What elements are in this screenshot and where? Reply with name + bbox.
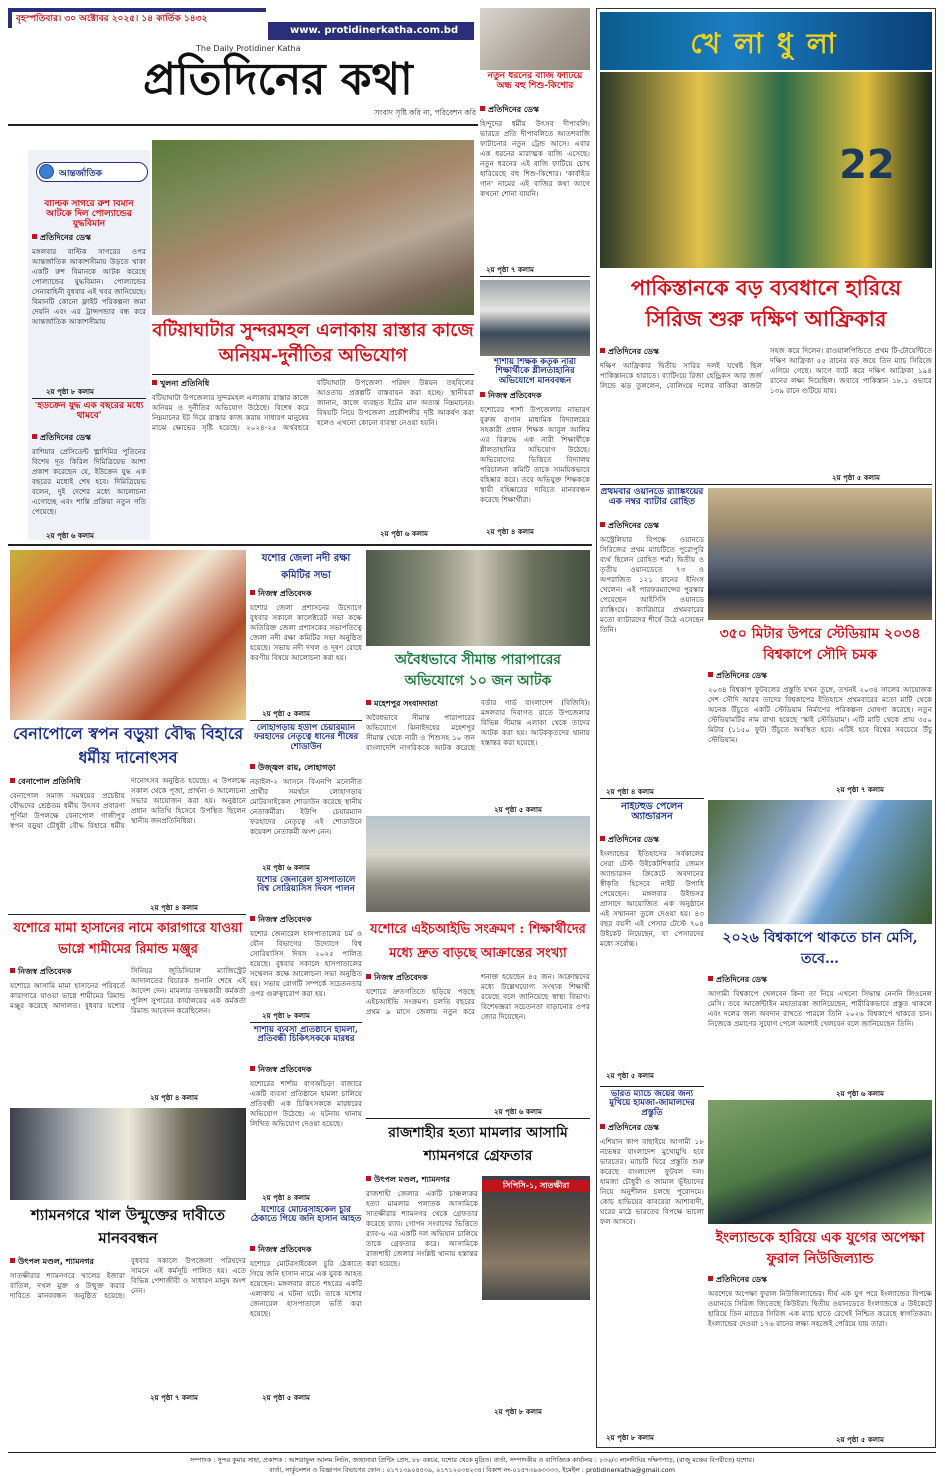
benapole-continue[interactable]: ২য় পৃষ্ঠা ৪ কলাম bbox=[150, 904, 198, 912]
psoriasis-headline[interactable]: যশোর জেনারেল হাসপাতালে বিশ্ব সোরিয়াসিস দিবস পালন bbox=[256, 876, 356, 895]
masthead-logo: প্রতিদিনের কথা bbox=[143, 54, 413, 105]
sharsha-attack-continue[interactable]: ২য় পৃষ্ঠা ৪ কলাম bbox=[262, 1194, 310, 1202]
sports-banner-title: খেলাধুলা bbox=[690, 27, 850, 60]
border-detainees-photo bbox=[366, 550, 590, 646]
sky-stadium-photo bbox=[708, 488, 932, 620]
lead-continue[interactable]: ২য় পৃষ্ঠা ৬ কলাম bbox=[380, 530, 428, 538]
psoriasis-story: নিজস্ব প্রতিবেদক যশোর জেনারেল হাসপাতালের চর্ম ও যৌন বিভাগের উদ্যোগে বিশ্ব সোরিয়াসিস দিবস ২০২৫ পালিত হয়েছে। বুধবার সকালে হাসপাতালের সম্মেলন কক্ষে আলোচনা সভা অনুষ্ঠিত হয়। সভায় রোগটি সম্পর্কে সচেতনতার ওপর গুরুত্বারোপ করা হয়। bbox=[250, 915, 362, 998]
border-continue[interactable]: ২য় পৃষ্ঠা ৫ কলাম bbox=[494, 806, 542, 814]
shyamnagar-story: উৎপল মণ্ডল, শ্যামনগর সাতক্ষীরার শ্যামনগরে খালের ইজারা বাতিল, দখল মুক্ত ও উন্মুক্ত করার দাবিতে মানববন্ধন অনুষ্ঠিত হয়েছে। বুধবার সকালে উপজেলা পরিষদের সামনে এই কর্মসূচি পালিত হয়। এতে বিভিন্ন পেশাজীবী ও সাধারণ মানুষ অংশ নেন। bbox=[10, 1256, 246, 1300]
lohagara-headline[interactable]: লোহাগড়ায় ইউপি চেয়ারম্যান ফরহাদের নেতৃত্বে ধানের শীষের শোডাউন bbox=[253, 724, 359, 752]
hiv-headline[interactable]: যশোরে এইচআইভি সংক্রমণ : শিক্ষার্থীদের মধ্যে দ্রুত বাড়ছে আক্রান্তের সংখ্যা bbox=[370, 922, 586, 961]
sports-story-7: প্রতিদিনের ডেস্ক অবশেষে অপেক্ষা ফুরাল নিউজিল্যান্ডের। দীর্ঘ এক যুগ পরে ইংল্যান্ডের বিপক্ষে ওয়ানডে সিরিজ জিতেছে কিউইরা। দ্বিতীয় ওয়ানডেতে ইংল্যান্ডকে ৫ উইকেটে হারিয়ে তিন ম্যাচের সিরিজ এক ম্যাচ হাতে রেখেই নিশ্চিত করেছে স্বাগতিকরা। ইংল্যান্ডের দেওয়া ১৭৬ রানের লক্ষ্য সহজেই পেরিয়ে যায় তারা। bbox=[708, 1275, 932, 1328]
sports-continue-2[interactable]: ২য় পৃষ্ঠা ৪ কলাম bbox=[606, 788, 654, 796]
hiv-story: নিজস্ব প্রতিবেদক যশোরে দ্রুতগতিতে ছড়িয়ে পড়ছে এইচআইভি সংক্রমণ। চলতি বছরের প্রথম ৯ মাসে জেলায় নতুন করে শনাক্ত হয়েছেন ৪৫ জন। আক্রান্তদের মধ্যে উল্লেখযোগ্য সংখ্যক শিক্ষার্থী রয়েছে বলে জানিয়েছে স্বাস্থ্য বিভাগ। বিশেষজ্ঞরা সচেতনতা বাড়ানোর ওপর জোর দিয়েছেন। bbox=[366, 972, 590, 1021]
border-headline[interactable]: অবৈধভাবে সীমান্ত পারাপারের অভিযোগে ১০ জন আটক bbox=[395, 652, 561, 689]
lead-headline[interactable]: বটিয়াঘাটার সুন্দরমহল এলাকায় রাস্তার কাজে অনিয়ম-দুর্নীতির অভিযোগ bbox=[152, 320, 474, 366]
website-bar[interactable]: www. protidinerkatha.com.bd bbox=[268, 22, 474, 40]
jessore-river-headline[interactable]: যশোর জেলা নদী রক্ষা কমিটির সভা bbox=[261, 553, 351, 581]
sports-continue-6[interactable]: ২য় পৃষ্ঠা ৮ কলাম bbox=[606, 1434, 654, 1442]
arrestee-photo bbox=[482, 1176, 590, 1300]
jessore-river-continue[interactable]: ২য় পৃষ্ঠা ৫ কলাম bbox=[262, 710, 310, 718]
sports-continue-5[interactable]: ২য় পৃষ্ঠা ৬ কলাম bbox=[836, 1090, 884, 1098]
lohagara-story: উজ্জ্বল রায়, লোহাগড়া নড়াইল-২ আসনে বিএনপি মনোনীত প্রার্থীর সমর্থনে লোহাগড়ায় মোটরসাইকেল শোডাউন করেছে স্থানীয় নেতাকর্মীরা। ইউপি চেয়ারম্যান ফরহাদের নেতৃত্বে এই শোডাউনে কয়েকশ নেতাকর্মী অংশ নেন। bbox=[250, 763, 362, 836]
fireworks-injury-photo bbox=[480, 8, 590, 70]
shyamnagar-continue[interactable]: ২য় পৃষ্ঠা ৭ কলাম bbox=[150, 1394, 198, 1402]
fireworks-story: প্রতিদিনের ডেস্ক হিন্দুদের ধর্মীয় উৎসব দীপাবলি। ভারতে প্রতি দীপাবলিতে আতশবাজি ফাটানোর নতুন ট্রেন্ড আসে। এবার এক ধরনের মারাত্মক বাজি এসেছে। নতুন ধরনের এই বাজি ফাটিয়ে চোখ হারিয়েছে বহু শিশু-কিশোর। 'কার্বাইড গান' নামের এই বাজির কথা আগে কখনো শোনা যায়নি। bbox=[480, 105, 590, 198]
sports-continue-7[interactable]: ২য় পৃষ্ঠা ৫ কলাম bbox=[836, 1436, 884, 1444]
lohagara-continue[interactable]: ২য় পৃষ্ঠা ৬ কলাম bbox=[262, 864, 310, 872]
motorcycle-continue[interactable]: ২য় পৃষ্ঠা ৫ কলাম bbox=[262, 1394, 310, 1402]
sports-banner bbox=[600, 12, 932, 70]
arrestee-photo-caption: সিপিসি-১, সাতক্ষীরা bbox=[482, 1180, 590, 1192]
sports-headline-7[interactable]: ইংল্যান্ডকে হারিয়ে এক যুগের অপেক্ষা ফুরাল নিউজিল্যান্ড bbox=[715, 1230, 925, 1267]
intl-story-2: প্রতিদিনের ডেস্ক রাশিয়ার প্রেসিডেন্ট ভ্লাদিমির পুতিনের বিশেষ দূত কিরিল দিমিত্রিয়েভ আশা প্রকাশ করেছেন যে, ইউক্রেন যুদ্ধ এক বছরের মধ্যেই শেষ হবে। দিমিত্রিয়েভ বলেন, দুই দেশের মধ্যে আলোচনা এগোচ্ছে এবং শান্তি প্রক্রিয়া নতুন গতি পেয়েছে। bbox=[32, 433, 146, 516]
benapole-festival-photo bbox=[10, 550, 246, 720]
intl-headline-2[interactable]: 'ইউক্রেন যুদ্ধ এক বছরের মধ্যে থামবে' bbox=[34, 402, 144, 421]
new-zealand-photo bbox=[708, 1100, 932, 1224]
sports-story-1-body: প্রতিদিনের ডেস্ক দক্ষিণ আফ্রিকার দ্বিতীয় সারির দলই যথেষ্ট ছিল পাকিস্তানকে হারাতে। ব্যাটিংয়ে রিজা হেন্ড্রিকস আর জর্জ লিন্ডে ঝড় তুললেন, বোলিংয়ে দলের বাকিরা কাজটা সহজ করে দিলেন। রাওয়ালপিন্ডিতে প্রথম টি-টোয়েন্টিতে দক্ষিণ আফ্রিকা ৫৫ রানের বড় জয়ে তিন ম্যাচ সিরিজে এগিয়ে গেছে। আগে ব্যাট করে দক্ষিণ আফ্রিকা ১৯৪ রানের লক্ষ্য দিয়েছিল। জবাবে পাকিস্তান ১৮.১ ওভারে ১৩৯ রানে গুটিয়ে যায়। bbox=[600, 346, 932, 395]
intl-continue-2[interactable]: ২য় পৃষ্ঠা ৬ কলাম bbox=[46, 532, 94, 540]
rajshahi-headline[interactable]: রাজশাহীর হত্যা মামলার আসামি শ্যামনগরে গ্রেফতার bbox=[388, 1125, 568, 1164]
sports-continue-4[interactable]: ২য় পৃষ্ঠা ৫ কলাম bbox=[606, 1072, 654, 1080]
sports-headline-5[interactable]: ২০২৬ বিশ্বকাপে থাকতে চান মেসি, তবে… bbox=[722, 930, 918, 967]
sports-continue-1[interactable]: ২য় পৃষ্ঠা ৫ কলাম bbox=[832, 474, 880, 482]
benapole-story: বেনাপোল প্রতিনিধি বেনাপোল সমাজ সমন্বয়ের প্রচেষ্টায় বৌদ্ধদের শ্রেষ্ঠতম ধর্মীয় উৎসব প্রবারণা পূর্ণিমা উপলক্ষে বেনাপোল গাজীপুর স্বপন বড়ুয়া চৌধুরী বৌদ্ধ বিহারে ধর্মীয় দানোৎসব অনুষ্ঠিত হয়েছে। এ উপলক্ষে সকাল থেকে পূজা, প্রার্থনা ও আলোচনা সভার আয়োজন করা হয়। অনুষ্ঠানে প্রধান অতিথি হিসেবে উপস্থিত ছিলেন স্থানীয় জনপ্রতিনিধিরা। bbox=[10, 776, 246, 830]
footer-imprint: সম্পাদক : সুন্দর কুমার সাহা, প্রকাশক : আশরাফুল আলম লিটন, জাহানারা প্রিন্টিং প্রেস, ৮৮ বকচর, যশোর থেকে মুদ্রিত। বার্তা, সম্পাদকীয় ও বাণিজ্যিক কার্যালয় : ১৩৬/৩ লালদীঘির দক্ষিণপাড়, (রাজু মঞ্চের বিপরীতে) যশোর। bbox=[189, 1456, 755, 1464]
mama-hasan-continue[interactable]: ২য় পৃষ্ঠা ৪ কলাম bbox=[150, 1094, 198, 1102]
sports-headline-3[interactable]: ৩৫০ মিটার উপরে স্টেডিয়াম ২০৩৪ বিশ্বকাপে সৌদি চমক bbox=[719, 626, 921, 663]
sharsha-attack-headline[interactable]: শার্শায় ব্যবসা প্রতিষ্ঠানে হামলা, প্রতিবন্ধী চিকিৎসককে মারধর bbox=[254, 1026, 358, 1045]
rajshahi-continue[interactable]: ২য় পৃষ্ঠা ৮ কলাম bbox=[494, 1408, 542, 1416]
footer-contact: বার্তা, সার্কুলেশন ও বিজ্ঞাপন বিভাগের ফোন : ০১৭১৩৯০৪৫৩৯, ০১৭১২০৩৪২৩৪। বিকাশ নং-০১৫৭৩৯৬৩৩৩৩, ইমেইল : protidinerkatha@gmail.com bbox=[269, 1466, 675, 1474]
psoriasis-continue[interactable]: ২য় পৃষ্ঠা ৮ কলাম bbox=[262, 1012, 310, 1020]
cricket-celebration-photo bbox=[600, 72, 932, 268]
sports-headline-2[interactable]: প্রথমবার ওয়ানডে র‌্যাঙ্কিংয়ের এক নম্বর ব্যাটার রোহিত bbox=[600, 488, 704, 507]
fireworks-headline[interactable]: নতুন ধরনের বাজি ফাটিয়ে অন্ধ বহু শিশু-কিশোর bbox=[487, 72, 583, 91]
motorcycle-headline[interactable]: যশোরে মোটরসাইকেল চুরি ঠেকাতে গিয়ে জনি হাসান আহত bbox=[250, 1206, 362, 1225]
sports-continue-3[interactable]: ২য় পৃষ্ঠা ৭ কলাম bbox=[836, 786, 884, 794]
intl-headline-1[interactable]: বাল্টিক সাগরে রুশ বিমান আটকে দিল পোল্যান্ডের যুদ্ধবিমান bbox=[44, 200, 134, 229]
jessore-river-story: নিজস্ব প্রতিবেদক যশোর জেলা প্রশাসনের উদ্যোগে বুধবার সকালে কালেক্টরেট সভা কক্ষে অতিরিক্ত জেলা প্রশাসকের সভাপতিত্বে জেলা নদী রক্ষা কমিটির সভা অনুষ্ঠিত হয়েছে। সভায় নদী দখল ও দূষণ রোধে করণীয় বিষয়ে আলোচনা করা হয়। bbox=[250, 589, 362, 662]
lead-story-body: খুলনা প্রতিনিধি বটিয়াঘাটা উপজেলার সুন্দরমহল এলাকায় রাস্তার কাজে অনিয়ম ও দুর্নীতির অভিযোগ উঠেছে। বিশেষ করে নিম্নমানের ইট দিয়ে রাস্তার কাজ করায় সাধারণ মানুষের মাঝে ক্ষোভের সৃষ্টি হয়েছে। ২০২৪-২৫ অর্থবছরে বটিয়াঘাটা উপজেলা পরিষদ উন্নয়ন তহবিলের আওতায় প্রকল্পটি বাস্তবায়ন করা হচ্ছে। স্থানীয়রা জানান, কাজে ব্যবহৃত ইটের মান অত্যন্ত নিম্নমানের। বিষয়টি নিয়ে উপজেলা প্রকৌশলীর দৃষ্টি আকর্ষণ করা হলেও এখনো কোনো ব্যবস্থা নেওয়া হয়নি। bbox=[152, 378, 474, 432]
hospital-building-photo bbox=[366, 816, 590, 912]
sharsha-teacher-headline[interactable]: শার্শায় শিক্ষক কর্তৃক নারী শিক্ষার্থীকে শ্লীলতাহানির অভিযোগে মানববন্ধন bbox=[493, 358, 577, 386]
shyamnagar-headline[interactable]: শ্যামনগরে খাল উন্মুক্তের দাবীতে মানববন্ধন bbox=[30, 1206, 226, 1247]
sports-story-6: প্রতিদিনের ডেস্ক এশিয়ান কাপ বাছাইয়ে আগামী ১৮ নভেম্বর বাংলাদেশ মুখোমুখি হবে ভারতের। ম্যাচটি ঘিরে প্রস্তুতি শুরু করেছে বাংলাদেশ ফুটবল দল। হামজা চৌধুরী ও জামাল ভূঁইয়াদের নিয়ে অনুশীলন চলছে পুরোদমে। কোচ হাভিয়ের কাবরেরা আশাবাদী, ঘরের মাঠে ভারতের বিপক্ষে ভালো ফল আসবে। bbox=[600, 1123, 704, 1226]
mama-hasan-headline[interactable]: যশোরে মামা হাসানের নামে কারাগারে যাওয়া ভাগ্নে শামীমের রিমান্ড মঞ্জুর bbox=[13, 921, 243, 957]
sports-story-4: প্রতিদিনের ডেস্ক ইংল্যান্ডের ইতিহাসের সর্বকালের সেরা টেস্ট উইকেটশিকারি জেমস অ্যান্ডারসন ক্রিকেটে অবদানের স্বীকৃতি হিসেবে নাইট উপাধি পেয়েছেন। মঙ্গলবার উইন্ডসর প্রাসাদে আয়োজিত এক অনুষ্ঠানে এই সম্মাননা তুলে দেওয়া হয়। ৪৩ বছর বয়সী এই পেসার টেস্টে ৭০৪ উইকেট নিয়েছেন, যা পেসারদের মধ্যে সর্বোচ্চ। bbox=[600, 835, 704, 948]
jersey-number: 22 bbox=[839, 142, 895, 188]
sports-headline-4[interactable]: নাইটহুড পেলেন অ্যান্ডারসন bbox=[621, 802, 683, 823]
messi-photo bbox=[708, 800, 932, 924]
globe-icon bbox=[39, 164, 54, 179]
hiv-continue[interactable]: ২য় পৃষ্ঠা ৬ কলাম bbox=[494, 1108, 542, 1116]
masthead-slogan: সংবাদ সৃষ্টি করি না, পরিবেশন করি bbox=[374, 108, 476, 117]
shyamnagar-protest-photo bbox=[10, 1108, 246, 1200]
rajshahi-story: উৎপল মণ্ডল, শ্যামনগর রাজশাহী জেলার একটি চাঞ্চল্যকর হত্যা মামলার পলাতক আসামিকে সাতক্ষীরার শ্যামনগর থেকে গ্রেফতার করেছে র‌্যাব। গোপন সংবাদের ভিত্তিতে র‌্যাব-৬ এর একটি দল অভিযান চালিয়ে তাকে গ্রেফতার করে। আসামিকে রাজশাহী জেলার সংশ্লিষ্ট থানায় হস্তান্তর করা হয়েছে। bbox=[366, 1175, 478, 1268]
sports-story-3: প্রতিদিনের ডেস্ক ২০৩৪ বিশ্বকাপ ফুটবলের প্রস্তুতি যখন তুঙ্গে, তখনই ২০৩৪ সালের আয়োজক দেশ সৌদি আরব তাদের বিশ্বকাপের ইতিহাসে প্রথমবারের মতো মাটি থেকে অনেক উঁচুতে একটি স্টেডিয়াম নির্মাণের পরিকল্পনা ঘোষণা করেছে। নতুন স্টেডিয়ামটির নাম রাখা হয়েছে 'স্কাই স্টেডিয়াম'। এটি মাটি থেকে প্রায় ৩৫০ মিটার (১১৫০ ফুট) উঁচুতে অবস্থিত হবে। এটিই হবে বিশ্বের সবচেয়ে উঁচু স্টেডিয়াম। bbox=[708, 671, 932, 744]
sharsha-attack-story: নিজস্ব প্রতিবেদক যশোরের শার্শায় বাগআঁচড়া বাজারে একটি ব্যবসা প্রতিষ্ঠানে হামলা চালিয়ে প্রতিবন্ধী এক চিকিৎসককে মারধরের অভিযোগ উঠেছে। এ ঘটনায় থানায় লিখিত অভিযোগ দেওয়া হয়েছে। bbox=[250, 1065, 362, 1128]
sharsha-teacher-continue[interactable]: ২য় পৃষ্ঠা ৪ কলাম bbox=[486, 528, 534, 536]
sports-story-5: প্রতিদিনের ডেস্ক আগামী বিশ্বকাপে খেলবেন কিনা তা নিয়ে এখনো সিদ্ধান্ত নেননি লিওনেল মেসি। তবে আর্জেন্টাইন মহাতারকা জানিয়েছেন, শারীরিকভাবে প্রস্তুত থাকলে এবং দলের জন্য অবদান রাখতে পারলে তিনি ২০২৬ বিশ্বকাপে থাকতে চান। নিজেকে প্রমাণের সুযোগ পেলে অবশ্যই খেলবেন বলে জানিয়েছেন তিনি। bbox=[708, 975, 932, 1028]
motorcycle-story: নিজস্ব প্রতিবেদক যশোরে মোটরসাইকেল চুরি ঠেকাতে গিয়ে জনি হাসান নামে এক যুবক আহত হয়েছেন। মঙ্গলবার রাতে শহরের একটি এলাকায় এ ঘটনা ঘটে। তাকে যশোর জেনারেল হাসপাতালে ভর্তি করা হয়েছে। bbox=[250, 1245, 362, 1318]
sports-story-2: প্রতিদিনের ডেস্ক অস্ট্রেলিয়ার বিপক্ষে ওয়ানডে সিরিজের প্রথম ম্যাচটিতে পুরোপুরি ব্যর্থ ছিলেন রোহিত শর্মা। দ্বিতীয় ও তৃতীয় ওয়ানডেতে ৭৩ ও অপরাজিত ১২১ রানের ইনিংস খেলেন। এই পারফরম্যান্সের পুরস্কার পেয়েছেন আইসিসি ওয়ানডে র‌্যাঙ্কিংয়ে। ক্যারিয়ারে প্রথমবারের মতো ব্যাটারদের শীর্ষে উঠে এসেছেন তিনি। bbox=[600, 521, 704, 634]
masthead-english-name: The Daily Protidiner Katha bbox=[196, 44, 301, 53]
mama-hasan-story: নিজস্ব প্রতিবেদক যশোরে আসামি মামা হাসানের পরিবর্তে কারাগারে যাওয়া ভাগ্নে শামীমের রিমান্ড মঞ্জুর করেছে আদালত। বুধবার যশোর সিনিয়র জুডিসিয়াল ম্যাজিস্ট্রেট আদালতের বিচারক শুনানি শেষে এই আদেশ দেন। মামলার তদন্তকারী কর্মকর্তা পুলিশ সুপারের কার্যালয়ের এক কর্মকর্তা রিমান্ড আবেদন করেছিলেন। bbox=[10, 966, 246, 1015]
border-story: মহেশপুর সংবাদদাতা অবৈধভাবে সীমান্ত পারাপারের অভিযোগে ঝিনাইদহের মহেশপুর সীমান্ত থেকে নারী ও শিশুসহ ১০ জন বাংলাদেশি নাগরিককে আটক করেছে বর্ডার গার্ড বাংলাদেশ (বিজিবি)। মঙ্গলবার দিবাগত রাতে উপজেলার বিভিন্ন সীমান্ত এলাকা থেকে তাদের আটক করা হয়। আটককৃতদের থানায় হস্তান্তর করা হয়েছে। bbox=[366, 698, 590, 752]
sports-headline-1[interactable]: পাকিস্তানকে বড় ব্যবধানে হারিয়ে সিরিজ শুরু দক্ষিণ আফ্রিকার bbox=[630, 275, 902, 331]
sharsha-teacher-story: নিজস্ব প্রতিবেদক যশোরের শার্শা উপজেলার নাভারণ বুরুজ বাগান মাধ্যমিক বিদ্যালয়ের সহকারী প্রধান শিক্ষক আবুল আলিম এর বিরুদ্ধে এক নারী শিক্ষার্থীকে শ্লীলতাহানির অভিযোগ উঠেছে। অভিযোগের ভিত্তিতে বিদ্যালয় পরিচালনা কমিটি তাকে সাময়িকভাবে বহিষ্কার করে। তবে অভিযুক্ত শিক্ষককে স্থায়ী বহিষ্কারের দাবিতে মানববন্ধন করেছে শিক্ষার্থীরা। bbox=[480, 391, 590, 504]
sports-headline-6[interactable]: ভারত ম্যাচে জয়ের জন্য মুখিয়ে হামজা-জামালদের প্রস্তুতি bbox=[609, 1090, 695, 1118]
intl-continue-1[interactable]: ২য় পৃষ্ঠা ৮ কলাম bbox=[46, 388, 94, 396]
international-badge: আন্তর্জাতিক bbox=[36, 162, 148, 182]
masthead-date: বৃহস্পতিবার। ৩০ অক্টোবর ২০২৫। ১৪ কার্তিক ১৪৩২ bbox=[12, 12, 267, 28]
human-chain-photo bbox=[480, 280, 590, 356]
fireworks-continue[interactable]: ২য় পৃষ্ঠা ৭ কলাম bbox=[486, 266, 534, 274]
intl-story-1: প্রতিদিনের ডেস্ক মঙ্গলবার বাল্টিক সাগরের ওপর আন্তর্জাতিক আকাশসীমায় উড়তে থাকা একটি রুশ বিমানকে আটক করেছে পোল্যান্ডের যুদ্ধবিমান। পোল্যান্ডের সেনাবাহিনী বুধবার এই খবর জানিয়েছে। বিমানটি কোনো ফ্লাইট পরিকল্পনা জমা দেয়নি এবং এর ট্রান্সপন্ডার বন্ধ করে আন্তর্জাতিক আকাশসীমায় bbox=[32, 233, 146, 326]
benapole-headline[interactable]: বেনাপোলে স্বপন বড়ুয়া বৌদ্ধ বিহারে ধর্মীয় দানোৎসব bbox=[12, 724, 244, 767]
road-construction-photo bbox=[152, 140, 474, 315]
